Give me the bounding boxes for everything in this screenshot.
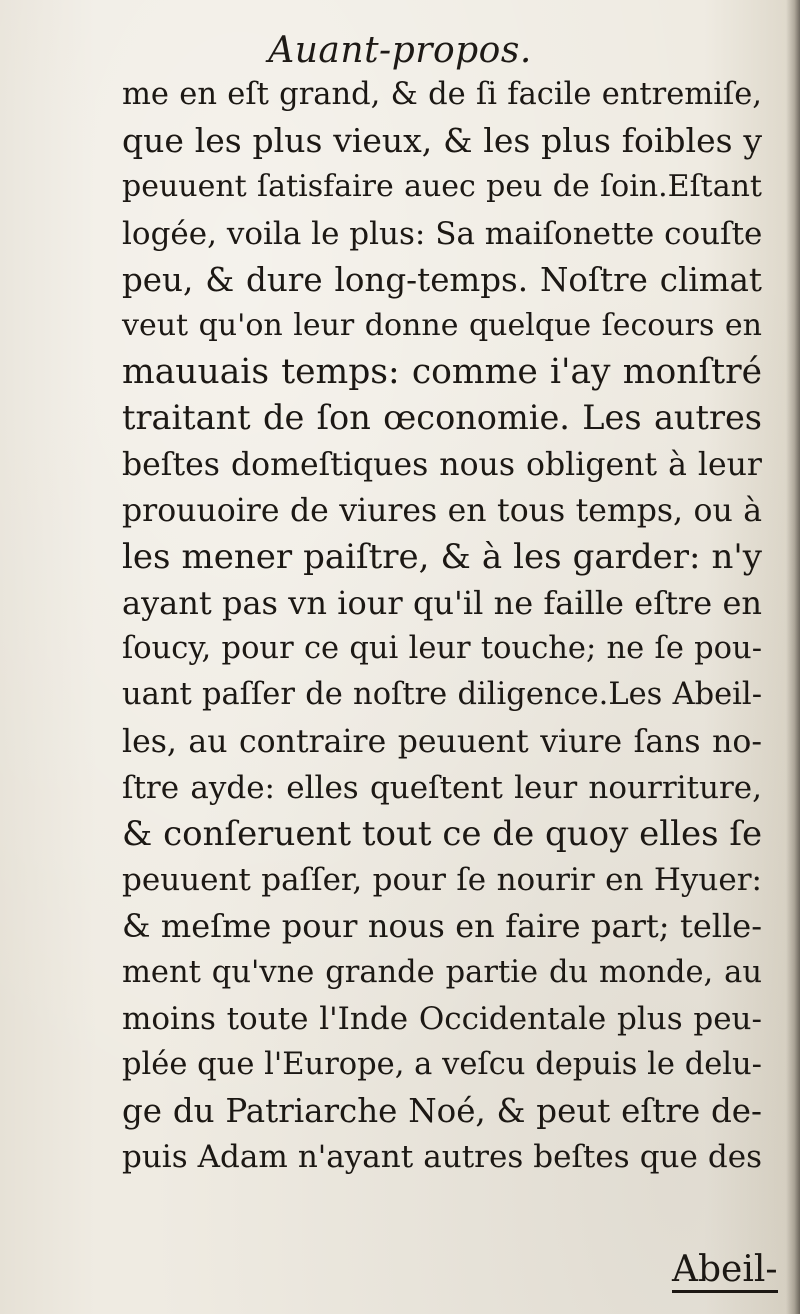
text-line: me en eſt grand, & de ſi facile entremiſe,: [122, 77, 762, 112]
text-line: ayant pas vn iour qu'il ne faille eſtre en: [122, 584, 762, 623]
text-line: peu, & dure long-temps. Noſtre climat: [122, 260, 762, 299]
text-line: & conſeruent tout ce de quoy elles ſe: [122, 814, 763, 854]
text-line: ge du Patriarche Noé, & peut eſtre de-: [122, 1092, 762, 1131]
page-gutter-shadow: [786, 0, 800, 1314]
text-line: prouuoire de viures en tous temps, ou à: [122, 492, 762, 529]
text-line: ſtre ayde: elles queſtent leur nourriture,: [122, 769, 762, 806]
text-line: peuuent ſatisfaire auec peu de ſoin.Eſtant: [122, 169, 762, 205]
text-line: traitant de ſon œconomie. Les autres: [122, 398, 762, 438]
body-text: [122, 72, 782, 1181]
text-line: & meſme pour nous en faire part; telle-: [122, 907, 762, 946]
text-line: les, au contraire peuuent viure ſans no-: [122, 723, 762, 760]
text-line: peuuent paſſer, pour ſe nourir en Hyuer:: [122, 862, 762, 899]
text-line: uant paſſer de noſtre diligence.Les Abeil-: [122, 677, 762, 713]
text-line: puis Adam n'ayant autres beſtes que des: [122, 1139, 762, 1176]
running-head: Auant-propos.: [268, 30, 532, 71]
text-line: plée que l'Europe, a veſcu depuis le delu-: [122, 1046, 762, 1082]
text-line: beſtes domeſtiques nous obligent à leur: [122, 446, 762, 483]
text-line: mauuais temps: comme i'ay monſtré: [122, 352, 762, 393]
text-line: moins toute l'Inde Occidentale plus peu-: [122, 1000, 762, 1037]
text-line: les mener paiſtre, & à les garder: n'y: [122, 536, 762, 577]
text-line: ſoucy, pour ce qui leur touche; ne ſe pou-: [122, 631, 762, 667]
text-line: que les plus vieux, & les plus foibles y: [122, 121, 762, 161]
catchword: Abeil-: [672, 1250, 778, 1293]
text-line: veut qu'on leur donne quelque ſecours en: [122, 307, 762, 343]
text-line: ment qu'vne grande partie du monde, au: [122, 954, 762, 990]
text-line: logée, voila le plus: Sa maiſonette couſte: [122, 215, 763, 252]
